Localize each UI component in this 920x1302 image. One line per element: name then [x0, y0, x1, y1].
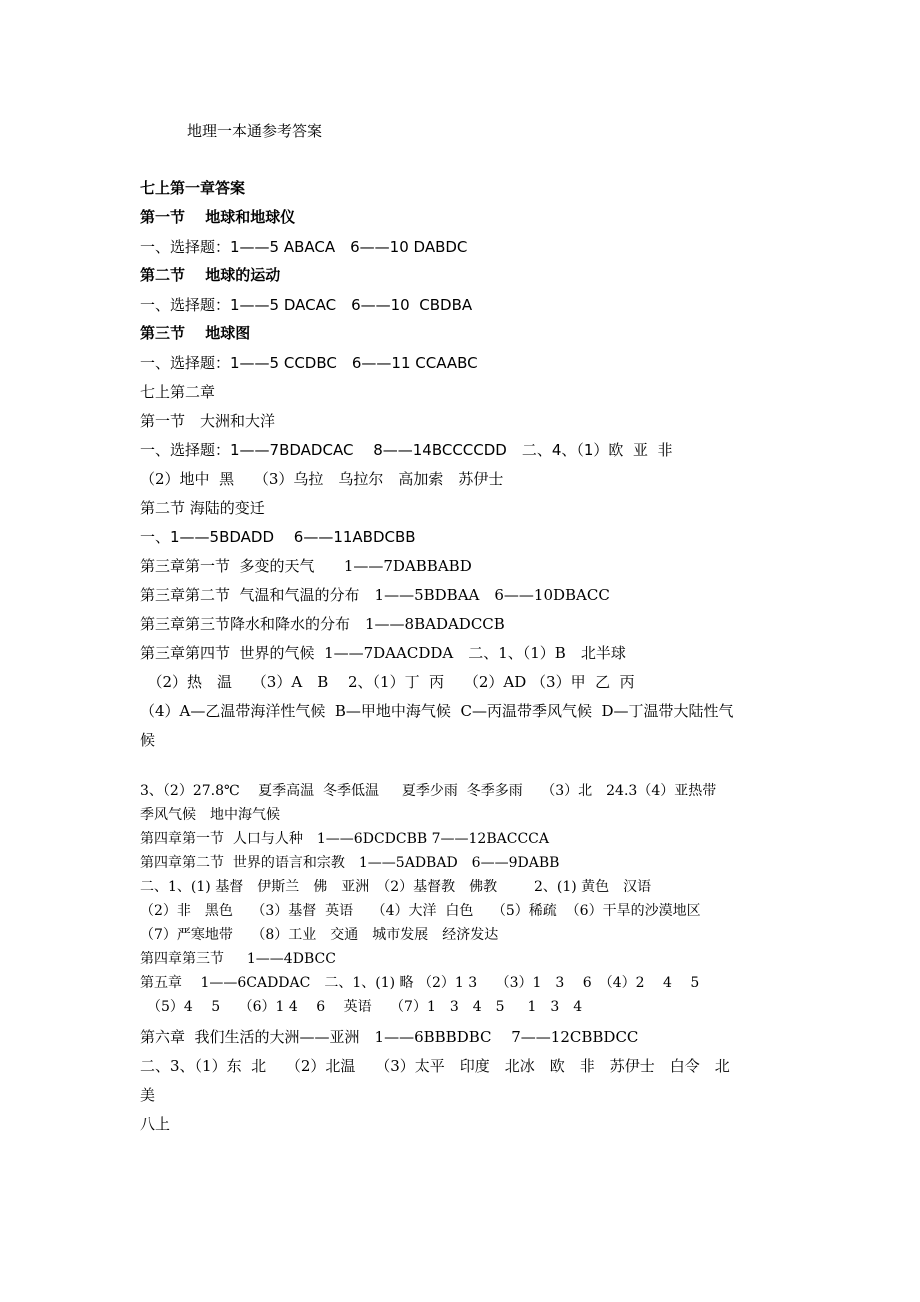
answer-line: 二、1、(1) 基督 伊斯兰 佛 亚洲 （2）基督教 佛教 2、(1) 黄色 汉语	[140, 879, 652, 895]
answer-line: （4）A—乙温带海洋性气候 B—甲地中海气候 C—丙温带季风气候 D—丁温带大陆性气	[140, 702, 734, 720]
answer-line: 第四章第三节 1——4DBCC	[140, 951, 336, 967]
chapter-heading: 七上第一章答案	[140, 179, 246, 197]
answer-line: 第三章第一节 多变的天气 1——7DABBABD	[140, 557, 472, 575]
answer-line: 二、3、（1）东 北 （2）北温 （3）太平 印度 北冰 欧 非 苏伊士 白令 北	[140, 1057, 730, 1075]
answer-line: 第五章 1——6CADDAC 二、1、(1) 略 （2）1 3 （3）1 3 6 （4）2 4 5	[140, 975, 700, 991]
answer-line: 候	[140, 731, 156, 749]
answer-line: （2）地中 黑 （3）乌拉 乌拉尔 高加索 苏伊士	[140, 470, 504, 488]
chapter-heading: 八上	[140, 1115, 171, 1133]
answer-line: 一、选择题：1——7BDADCAC 8——14BCCCCDD 二、4、（1）欧 亚 非	[140, 441, 673, 459]
answer-line: （5）4 5 （6）1 4 6 英语 （7）1 3 4 5 1 3 4	[140, 999, 583, 1015]
answer-line: 第三章第三节降水和降水的分布 1——8BADADCCB	[140, 615, 505, 633]
answer-line: 一、选择题：1——5 ABACA 6——10 DABDC	[140, 238, 468, 256]
answer-line: 3、（2）27.8℃ 夏季高温 冬季低温 夏季少雨 冬季多雨 （3）北 24.3（4）亚热带	[140, 783, 717, 799]
section-heading: 第一节 大洲和大洋	[140, 412, 276, 430]
answer-line: 第四章第二节 世界的语言和宗教 1——5ADBAD 6——9DABB	[140, 855, 560, 871]
document-title: 地理一本通参考答案	[187, 122, 323, 140]
answer-line: 一、选择题：1——5 DACAC 6——10 CBDBA	[140, 296, 473, 314]
section-heading: 第二节 地球的运动	[140, 266, 281, 284]
answer-line: 第三章第二节 气温和气温的分布 1——5BDBAA 6——10DBACC	[140, 586, 610, 604]
answer-line: 一、1——5BDADD 6——11ABDCBB	[140, 528, 416, 546]
section-heading: 第一节 地球和地球仪	[140, 208, 296, 226]
answer-line: 第六章 我们生活的大洲——亚洲 1——6BBBDBC 7——12CBBDCC	[140, 1028, 639, 1046]
answer-line: （2）热 温 （3）A B 2、（1）丁 丙 （2）AD （3）甲 乙 丙	[140, 673, 635, 691]
answer-line: 美	[140, 1086, 156, 1104]
section-heading: 第二节 海陆的变迁	[140, 499, 265, 517]
answer-line: 第四章第一节 人口与人种 1——6DCDCBB 7——12BACCCA	[140, 831, 549, 847]
answer-line: （7）严寒地带 （8）工业 交通 城市发展 经济发达	[140, 927, 499, 943]
section-heading: 第三节 地球图	[140, 324, 251, 342]
answer-line: 第三章第四节 世界的气候 1——7DAACDDA 二、1、（1）B 北半球	[140, 644, 626, 662]
answer-line: （2）非 黑色 （3）基督 英语 （4）大洋 白色 （5）稀疏 （6）干旱的沙漠地区	[140, 903, 701, 919]
answer-line: 一、选择题：1——5 CCDBC 6——11 CCAABC	[140, 354, 478, 372]
chapter-heading: 七上第二章	[140, 383, 216, 401]
answer-line: 季风气候 地中海气候	[140, 807, 280, 823]
